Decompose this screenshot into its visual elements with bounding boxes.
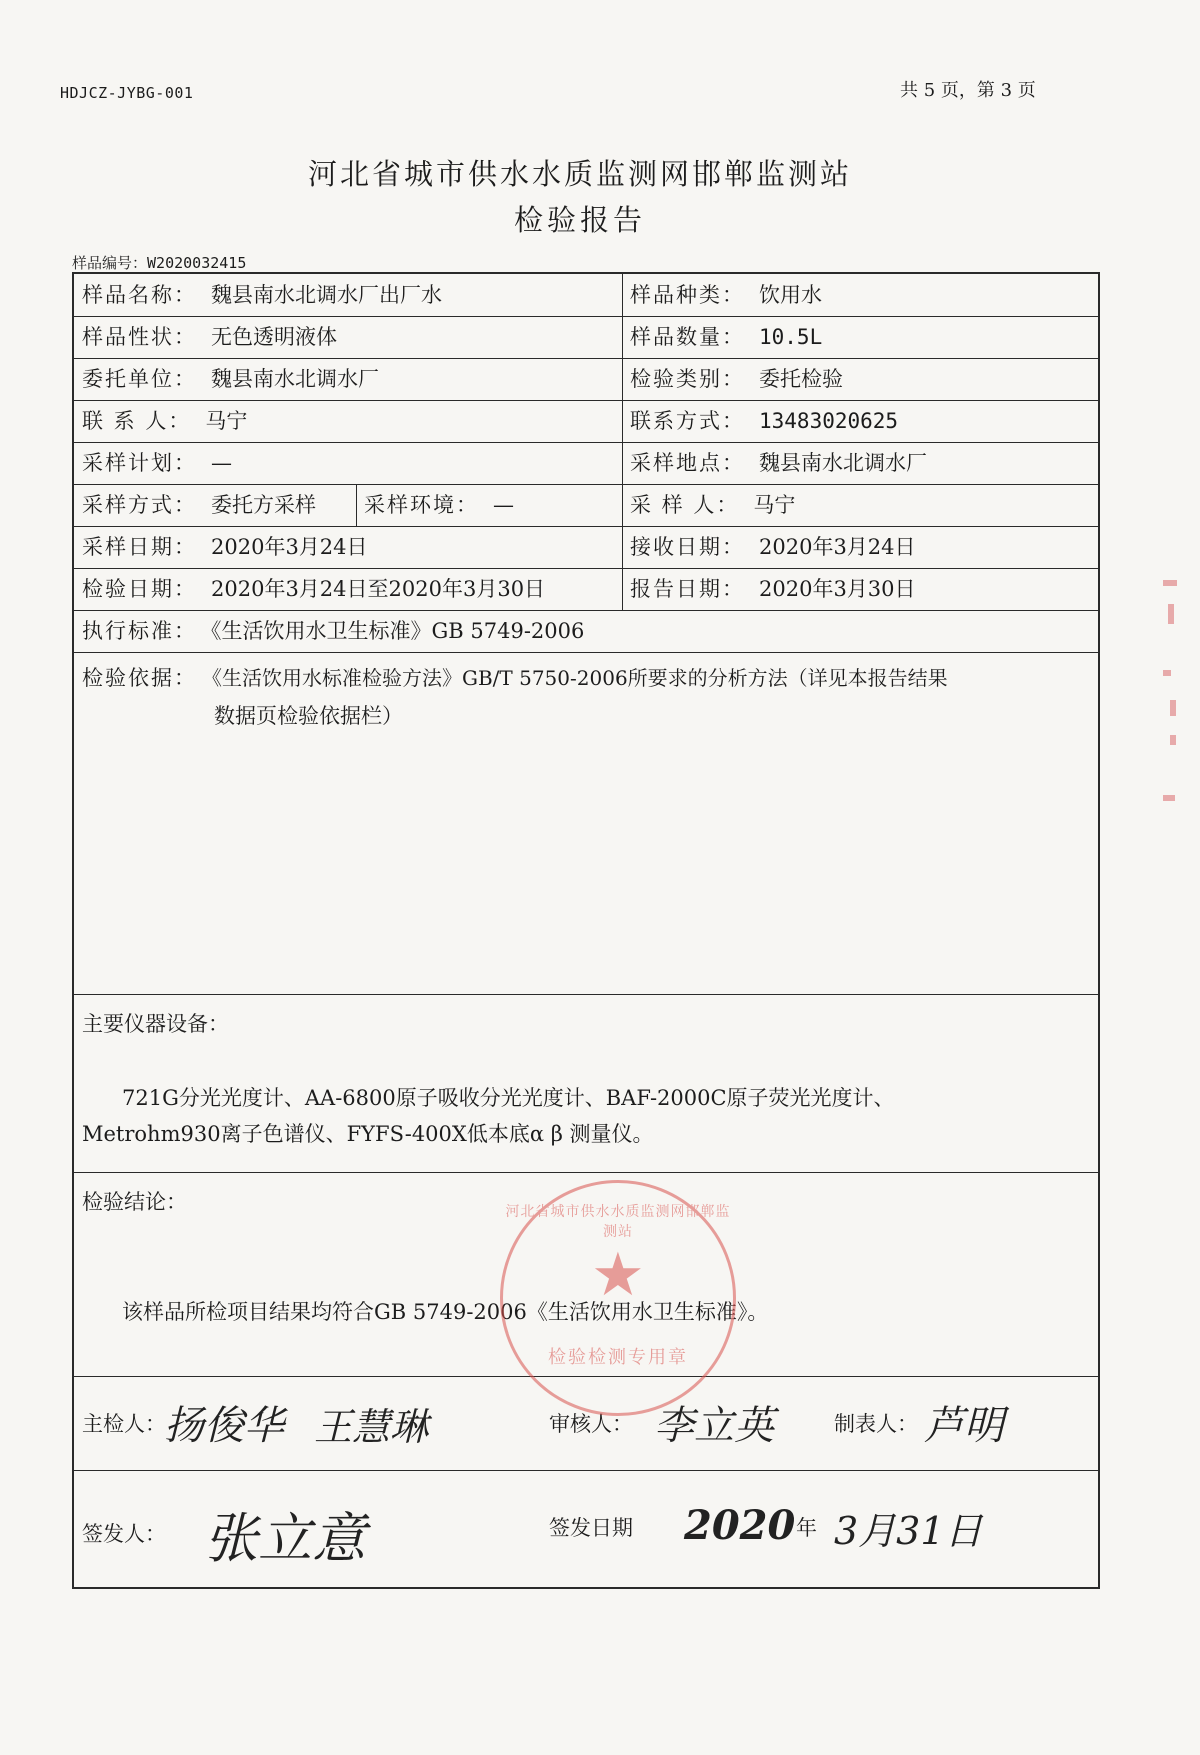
sample-number <box>72 252 246 273</box>
inspector-label: 主检人： <box>82 1412 166 1436</box>
issuer-label: 签发人： <box>82 1522 166 1546</box>
inspector-signature-1: 扬俊华 <box>164 1403 284 1449</box>
page-info: 共 5 页，第 3 页 <box>900 80 1036 101</box>
equipment-line-2: Metrohm930离子色谱仪、FYFS-400X低本底α β 测量仪。 <box>82 1122 654 1146</box>
basis-label: 检验依据： <box>82 666 197 690</box>
star-icon: ★ <box>591 1240 645 1310</box>
sampling-place-field: 采样地点： 魏县南水北调水厂 <box>630 451 927 475</box>
sampling-plan-field: 采样计划： — <box>82 451 232 475</box>
sample-state-field: 样品性状： 无色透明液体 <box>82 325 337 349</box>
issue-date-year: 2020 <box>684 1502 796 1549</box>
issuer-signature: 张立意 <box>204 1507 366 1570</box>
seam-mark <box>1170 700 1176 716</box>
report-date-field: 报告日期： 2020年3月30日 <box>630 577 916 601</box>
sample-qty-field: 样品数量： 10.5L <box>630 325 823 349</box>
standard-field: 执行标准： 《生活饮用水卫生标准》GB 5749-2006 <box>82 619 585 643</box>
sample-name-field: 样品名称： 魏县南水北调水厂出厂水 <box>82 283 442 307</box>
reviewer-label: 审核人： <box>549 1412 633 1436</box>
sample-number-label: 样品编号： <box>72 254 148 272</box>
sampling-env-field: 采样环境： — <box>364 493 514 517</box>
preparer-label: 制表人： <box>834 1412 918 1436</box>
issue-date-year-unit: 年 <box>796 1516 817 1540</box>
reviewer-signature: 李立英 <box>654 1403 774 1449</box>
test-date-field: 检验日期： 2020年3月24日至2020年3月30日 <box>82 577 546 601</box>
equipment-line-1: 721G分光光度计、AA-6800原子吸收分光光度计、BAF-2000C原子荧光光度计、 <box>122 1086 895 1110</box>
sampler-field: 采 样 人： 马宁 <box>630 493 796 517</box>
seam-mark <box>1168 604 1174 624</box>
page-subtitle: 检验报告 <box>513 203 646 237</box>
inspector-signature-2: 王慧琳 <box>314 1405 429 1449</box>
page-title: 河北省城市供水水质监测网邯郸监测站 <box>307 157 852 191</box>
stamp-ring-text: 河北省城市供水水质监测网邯郸监测站 <box>505 1204 731 1240</box>
report-code: HDJCZ-JYBG-001 <box>60 84 194 102</box>
client-field: 委托单位： 魏县南水北调水厂 <box>82 367 379 391</box>
seam-mark <box>1163 795 1175 801</box>
basis-line-2: 数据页检验依据栏） <box>214 704 403 728</box>
receive-date-field: 接收日期： 2020年3月24日 <box>630 535 916 559</box>
seam-mark <box>1163 580 1177 586</box>
conclusion-text: 该样品所检项目结果均符合GB 5749-2006《生活饮用水卫生标准》。 <box>122 1300 769 1324</box>
equipment-label: 主要仪器设备： <box>82 1012 229 1036</box>
sample-type-field: 样品种类： 饮用水 <box>630 283 822 307</box>
sampling-date-field: 采样日期： 2020年3月24日 <box>82 535 368 559</box>
issue-date-month-day: 3月31日 <box>834 1509 983 1553</box>
seam-mark <box>1170 735 1176 745</box>
contact-method-field: 联系方式： 13483020625 <box>630 409 899 433</box>
test-type-field: 检验类别： 委托检验 <box>630 367 843 391</box>
seam-mark <box>1163 670 1171 676</box>
sample-number-value: W2020032415 <box>147 254 247 272</box>
sampling-method-field: 采样方式： 委托方采样 <box>82 493 316 517</box>
conclusion-label: 检验结论： <box>82 1190 187 1214</box>
contact-field: 联 系 人： 马宁 <box>82 409 248 433</box>
basis-line-1: 《生活饮用水标准检验方法》GB/T 5750-2006所要求的分析方法（详见本报告结果 <box>202 666 948 690</box>
issue-date-label: 签发日期 <box>549 1516 633 1540</box>
official-stamp <box>500 1180 736 1416</box>
stamp-bottom-text: 检验检测专用章 <box>548 1347 688 1368</box>
preparer-signature: 芦明 <box>924 1403 1004 1449</box>
